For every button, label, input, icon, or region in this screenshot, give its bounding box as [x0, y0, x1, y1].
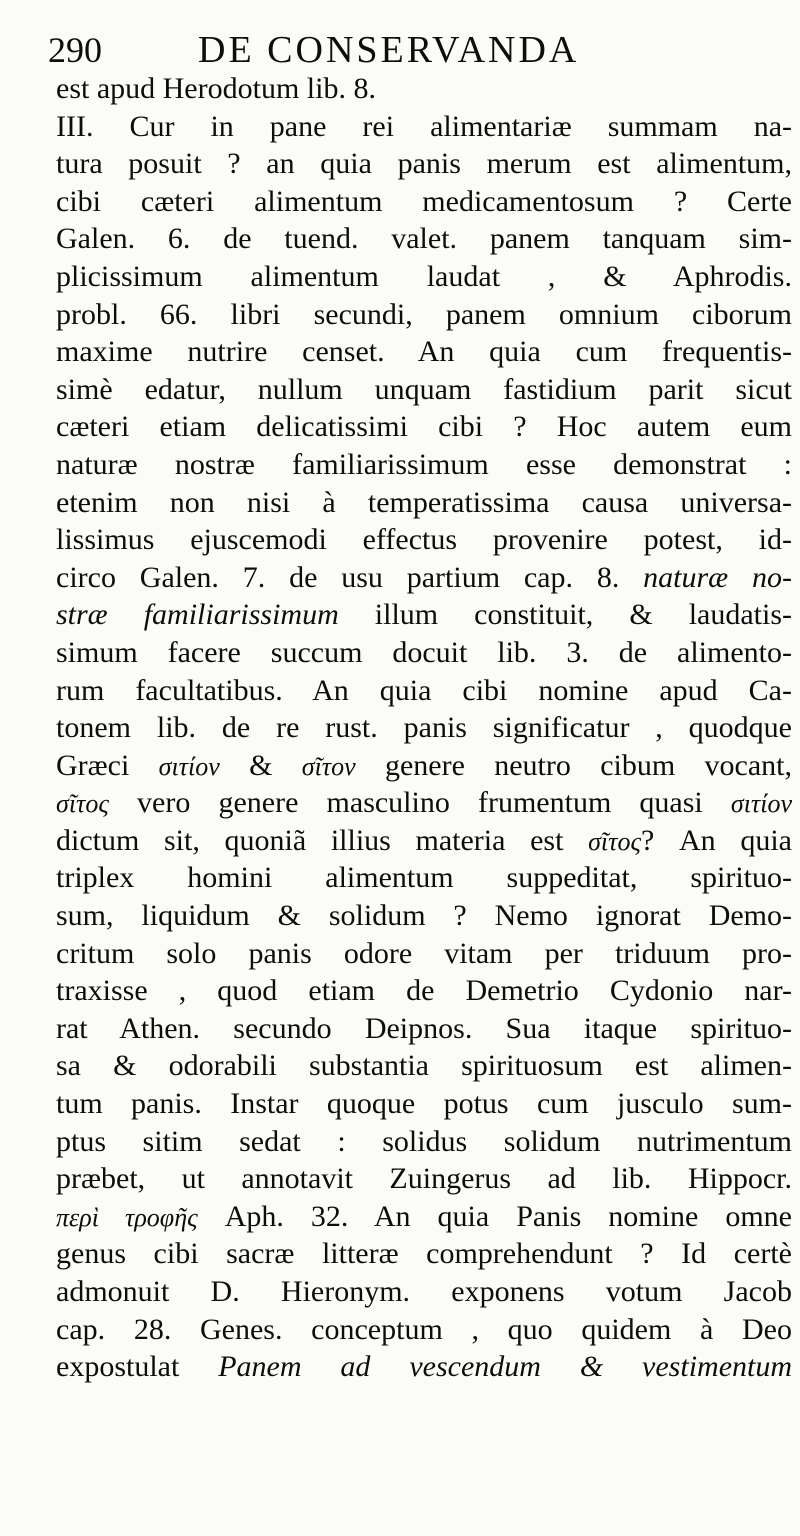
page-number: 290 [48, 30, 102, 70]
line-text: Galen. 6. de tuend. valet. panem tanquam sim- [56, 222, 792, 256]
page-header [48, 26, 788, 74]
text-line [56, 1160, 792, 1198]
text-line [56, 296, 792, 334]
text-line [56, 484, 792, 522]
line-text: & [219, 748, 302, 782]
line-text: cæteri etiam delicatissimi cibi ? Hoc autem eum [56, 410, 792, 444]
line-text: genere neutro cibum vocant, [355, 748, 792, 782]
greek-word: σῖτον [301, 751, 356, 781]
text-line [56, 784, 792, 822]
line-text: lissimus ejuscemodi effectus provenire potest, id- [56, 523, 792, 557]
greek-word: σῖτος [588, 826, 642, 856]
text-line [56, 822, 792, 860]
greek-word: περὶ τροφῆς [56, 1202, 198, 1232]
text-line [56, 408, 792, 446]
text-line [56, 1273, 792, 1311]
text-line [56, 333, 792, 371]
line-text: ? An quia [641, 823, 792, 857]
line-text: etenim non nisi à temperatissima causa universa- [56, 485, 792, 519]
line-text: probl. 66. libri secundi, panem omnium ciborum [56, 297, 792, 331]
text-line [56, 897, 792, 935]
line-text: rat Athen. secundo Deipnos. Sua itaque spirituo- [56, 1011, 792, 1045]
greek-word: σῖτος [56, 789, 109, 819]
text-line [56, 634, 792, 672]
line-text: rum facultatibus. An quia cibi nomine apud Ca- [56, 673, 792, 707]
line-text: simè edatur, nullum unquam fastidium parit sicut [56, 372, 792, 406]
line-text: critum solo panis odore vitam per triduum pro- [56, 936, 792, 970]
line-text: vero genere masculino frumentum quasi [108, 786, 731, 820]
line-text: admonuit D. Hieronym. exponens votum Jacob [56, 1275, 792, 1308]
greek-word: σιτίον [730, 789, 792, 819]
line-text: circo Galen. 7. de usu partium cap. 8. [56, 560, 644, 594]
line-text: dictum sit, quoniã illius materia est [56, 823, 589, 857]
text-line [56, 220, 792, 258]
line-text: ptus sitim sedat : solidus solidum nutrimentum [56, 1124, 792, 1158]
greek-word: σιτίον [158, 751, 220, 781]
italic-text: Panem ad vescendum & vestimentum [218, 1350, 793, 1384]
line-text: genus cibi sacræ litteræ comprehendunt ? Id certè [56, 1237, 792, 1271]
text-line [56, 371, 792, 409]
text-line [56, 1198, 792, 1236]
text-line [56, 183, 792, 221]
text-line [56, 672, 792, 710]
line-text: tonem lib. de re rust. panis significatur , quodque [56, 711, 792, 745]
body-text [56, 70, 792, 1386]
text-line [56, 108, 792, 146]
text-line [56, 709, 792, 747]
line-text: illum constituit, & laudatis- [338, 598, 792, 632]
line-text: triplex homini alimentum suppeditat, spirituo- [56, 861, 792, 895]
text-line [56, 859, 792, 897]
line-text: sum, liquidum & solidum ? Nemo ignorat Demo- [56, 899, 792, 933]
text-line [56, 559, 792, 597]
line-text: præbet, ut annotavit Zuingerus ad lib. Hippocr. [56, 1162, 792, 1196]
italic-text: naturæ no- [643, 560, 792, 594]
line-text: cap. 28. Genes. conceptum , quo quidem à Deo [56, 1312, 792, 1346]
text-line [56, 1235, 792, 1273]
text-line [56, 935, 792, 973]
text-line [56, 1047, 792, 1085]
line-text: maxime nutrire censet. An quia cum frequentis- [56, 335, 792, 369]
running-title: DE CONSERVANDA [198, 29, 580, 71]
text-line [56, 521, 792, 559]
text-line [56, 1311, 792, 1349]
text-line [56, 70, 792, 108]
line-text: Græci [56, 748, 159, 782]
text-line [56, 1085, 792, 1123]
line-text: III. Cur in pane rei alimentariæ summam na- [56, 109, 792, 143]
line-text: expostulat [56, 1350, 219, 1384]
text-line [56, 972, 792, 1010]
text-line [56, 747, 792, 785]
text-line [56, 145, 792, 183]
line-text: naturæ nostræ familiarissimum esse demonstrat : [56, 447, 792, 481]
text-line [56, 1010, 792, 1048]
line-text: traxisse , quod etiam de Demetrio Cydonio nar- [56, 974, 792, 1008]
line-text: tura posuit ? an quia panis merum est alimentum, [56, 147, 792, 181]
line-text: est apud Herodotum lib. 8. [56, 72, 376, 105]
line-text: sa & odorabili substantia spirituosum est alimen- [56, 1049, 792, 1083]
text-line [56, 446, 792, 484]
line-text: tum panis. Instar quoque potus cum jusculo sum- [56, 1087, 792, 1121]
text-line [56, 1348, 792, 1386]
line-text: cibi cæteri alimentum medicamentosum ? Certe [56, 184, 792, 218]
line-text: Aph. 32. An quia Panis nomine omne [197, 1199, 792, 1233]
text-line [56, 258, 792, 296]
text-line [56, 1123, 792, 1161]
text-line [56, 596, 792, 634]
line-text: simum facere succum docuit lib. 3. de alimento- [56, 635, 792, 669]
line-text: plicissimum alimentum laudat , & Aphrodis. [56, 259, 792, 293]
italic-text: stræ familiarissimum [56, 598, 339, 632]
